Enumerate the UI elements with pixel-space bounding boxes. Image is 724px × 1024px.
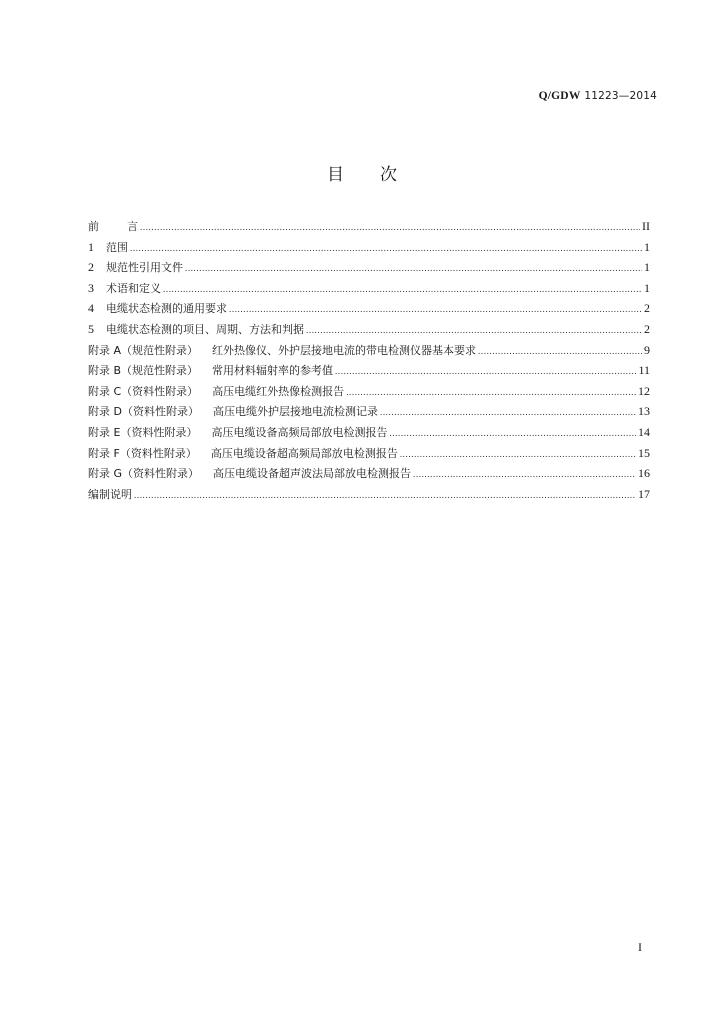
toc-page-number: 16 <box>638 466 650 481</box>
dot-leader <box>229 304 642 314</box>
toc-page-number: 1 <box>644 239 650 254</box>
toc-entry-section-2[interactable] <box>88 259 650 280</box>
toc-entry-label: 附录 B（规范性附录） 常用材料辐射率的参考值 <box>88 364 334 378</box>
toc-entry-section-3[interactable] <box>88 280 650 301</box>
toc-entry-appendix-d[interactable] <box>88 403 650 424</box>
toc-entry-preface[interactable] <box>88 218 650 239</box>
toc-page-number: II <box>642 219 650 233</box>
toc-page-number: 1 <box>644 280 650 295</box>
toc-page-number: 15 <box>638 445 650 460</box>
toc-entry-section-1[interactable] <box>88 239 650 260</box>
toc-page-number: 13 <box>638 404 650 419</box>
dot-leader <box>130 243 642 253</box>
toc-page-number: 14 <box>638 424 650 439</box>
toc-entry-label: 前 言 <box>88 220 138 233</box>
dot-leader <box>346 387 636 397</box>
toc-entry-section-5[interactable] <box>88 321 650 342</box>
toc-entry-label: 2 规范性引用文件 <box>88 260 183 275</box>
toc-entry-compilation-notes[interactable] <box>88 486 650 507</box>
toc-page-number: 12 <box>638 383 650 398</box>
toc-entry-appendix-c[interactable] <box>88 383 650 404</box>
dot-leader <box>413 469 636 479</box>
dot-leader <box>140 222 640 232</box>
toc-entry-label: 1 范围 <box>88 239 128 254</box>
toc-title-char-2: 次 <box>380 165 397 185</box>
dot-leader <box>185 263 642 273</box>
table-of-contents <box>88 218 650 506</box>
toc-entry-appendix-f[interactable] <box>88 445 650 466</box>
dot-leader <box>134 490 636 500</box>
dot-leader <box>389 428 636 438</box>
toc-entry-appendix-e[interactable] <box>88 424 650 445</box>
toc-entry-label: 3 术语和定义 <box>88 280 161 295</box>
toc-entry-appendix-g[interactable] <box>88 465 650 486</box>
toc-page-number: 1 <box>644 260 650 275</box>
toc-title <box>0 160 724 185</box>
toc-entry-label: 附录 D（资料性附录） 高压电缆外护层接地电流检测记录 <box>88 405 378 419</box>
toc-entry-label: 附录 C（资料性附录） 高压电缆红外热像检测报告 <box>88 384 345 398</box>
toc-entry-label: 4 电缆状态检测的通用要求 <box>88 301 227 316</box>
dot-leader <box>400 449 636 459</box>
dot-leader <box>163 284 642 294</box>
toc-entry-label: 附录 G（资料性附录） 高压电缆设备超声波法局部放电检测报告 <box>88 467 412 481</box>
toc-title-char-1: 目 <box>327 165 344 185</box>
toc-page-number: 2 <box>644 321 650 336</box>
toc-entry-label: 编制说明 <box>88 487 132 501</box>
toc-entry-appendix-b[interactable] <box>88 362 650 383</box>
toc-entry-label: 附录 F（资料性附录） 高压电缆设备超高频局部放电检测报告 <box>88 446 398 460</box>
toc-page-number: 11 <box>638 363 650 378</box>
toc-entry-section-4[interactable] <box>88 300 650 321</box>
page-number: I <box>638 940 642 954</box>
toc-entry-appendix-a[interactable] <box>88 342 650 363</box>
toc-page-number: 17 <box>638 486 650 501</box>
dot-leader <box>478 346 642 356</box>
toc-page-number: 9 <box>644 342 650 357</box>
standard-code-number: 11223—2014 <box>584 90 657 102</box>
dot-leader <box>335 366 636 376</box>
dot-leader <box>306 325 642 335</box>
standard-code-prefix: Q/GDW <box>538 90 581 102</box>
standard-code <box>539 88 657 102</box>
toc-page-number: 2 <box>644 301 650 316</box>
toc-entry-label: 附录 A（规范性附录） 红外热像仪、外护层接地电流的带电检测仪器基本要求 <box>88 343 477 357</box>
toc-entry-label: 附录 E（资料性附录） 高压电缆设备高频局部放电检测报告 <box>88 425 388 439</box>
toc-entry-label: 5 电缆状态检测的项目、周期、方法和判据 <box>88 321 304 336</box>
dot-leader <box>380 407 636 417</box>
